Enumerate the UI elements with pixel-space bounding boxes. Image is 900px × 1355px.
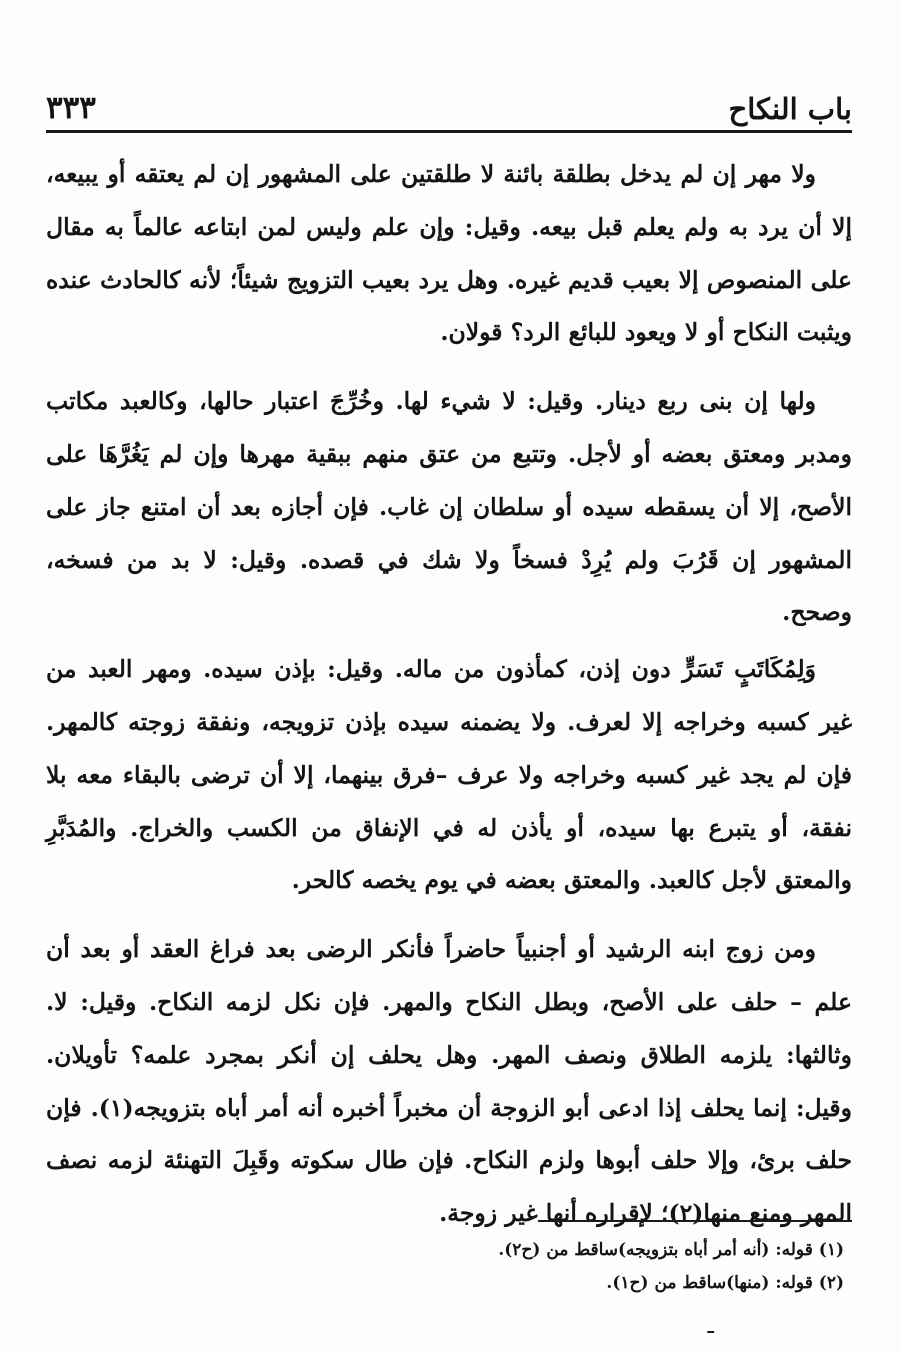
main-text <box>46 148 852 1240</box>
footnotes <box>46 1234 844 1300</box>
footnote-divider <box>538 1220 852 1222</box>
paragraph-1: ولا مهر إن لم يدخل بطلقة بائنة لا طلقتين على المشهور إن لم يعتقه أو يبيعه، إلا أن يرد به ولم يعلم قبل بيعه. وقيل: وإن علم وليس لمن ابتاعه عالماً به مقال على المنصوص إلا بعيب قديم غيره. وهل يرد بعيب التزويج شيئاً؛ لأنه كالحادث عنده ويثبت النكاح أو لا ويعود للبائع الرد؟ قولان. <box>46 160 852 347</box>
page-mark: ـ <box>707 1314 714 1339</box>
footnote-1: (١) قوله: (أنه أمر أباه بتزويجه)ساقط من (ح٢). <box>498 1240 844 1260</box>
paragraph-2: ولها إن بنى ربع دينار. وقيل: لا شيء لها. وخُرِّجَ اعتبار حالها، وكالعبد مكاتب ومدبر ومعتق بعضه أو لأجل. وتتبع من عتق منهم ببقية مهرها وإن لم يَغُرَّهَا على الأصح، إلا أن يسقطه سيده أو سلطان إن غاب. فإن أجازه بعد أن امتنع جاز على المشهور إن قَرُبَ ولم يُرِدْ فسخاً ولا شك في قصده. وقيل: لا بد من فسخه، وصحح. <box>46 387 852 627</box>
footnote-2: (٢) قوله: (منها)ساقط من (ح١). <box>606 1273 844 1293</box>
page-number: ٣٣٣ <box>46 90 96 126</box>
paragraph-4: ومن زوج ابنه الرشيد أو أجنبياً حاضراً فأنكر الرضى بعد فراغ العقد أو بعد أن علم – حلف على الأصح، وبطل النكاح والمهر. فإن نكل لزمه النكاح. وقيل: لا. وثالثها: يلزمه الطلاق ونصف المهر. وهل يحلف إن أنكر بمجرد علمه؟ تأويلان. وقيل: إنما يحلف إذا ادعى أبو الزوجة أن مخبراً أخبره أنه أمر أباه بتزويجه(١). فإن حلف برئ، وإلا حلف أبوها ولزم النكاح. فإن طال سكوته وقَبِلَ التهنئة لزمه نصف المهر ومنع منها(٢)؛ لإقراره أنها غير زوجة. <box>46 935 853 1228</box>
paragraph-gap <box>46 907 852 923</box>
paragraph-gap <box>46 359 852 375</box>
chapter-title: باب النكاح <box>728 92 852 126</box>
page-header <box>46 78 852 133</box>
paragraph-3: وَلِمُكَاتَبٍ تَسَرٍّ دون إذن، كمأذون من ماله. وقيل: بإذن سيده. ومهر العبد من غير كسبه وخراجه إلا لعرف. ولا يضمنه سيده بإذن تزويجه، ونفقة زوجته كالمهر. فإن لم يجد غير كسبه وخراجه ولا عرف –فرق بينهما، إلا أن ترضى بالبقاء معه بلا نفقة، أو يتبرع بها سيده، أو يأذن له في الإنفاق من الكسب والخراج. والمُدَبَّرِ والمعتق لأجل كالعبد. والمعتق بعضه في يوم يخصه كالحر. <box>46 655 852 895</box>
